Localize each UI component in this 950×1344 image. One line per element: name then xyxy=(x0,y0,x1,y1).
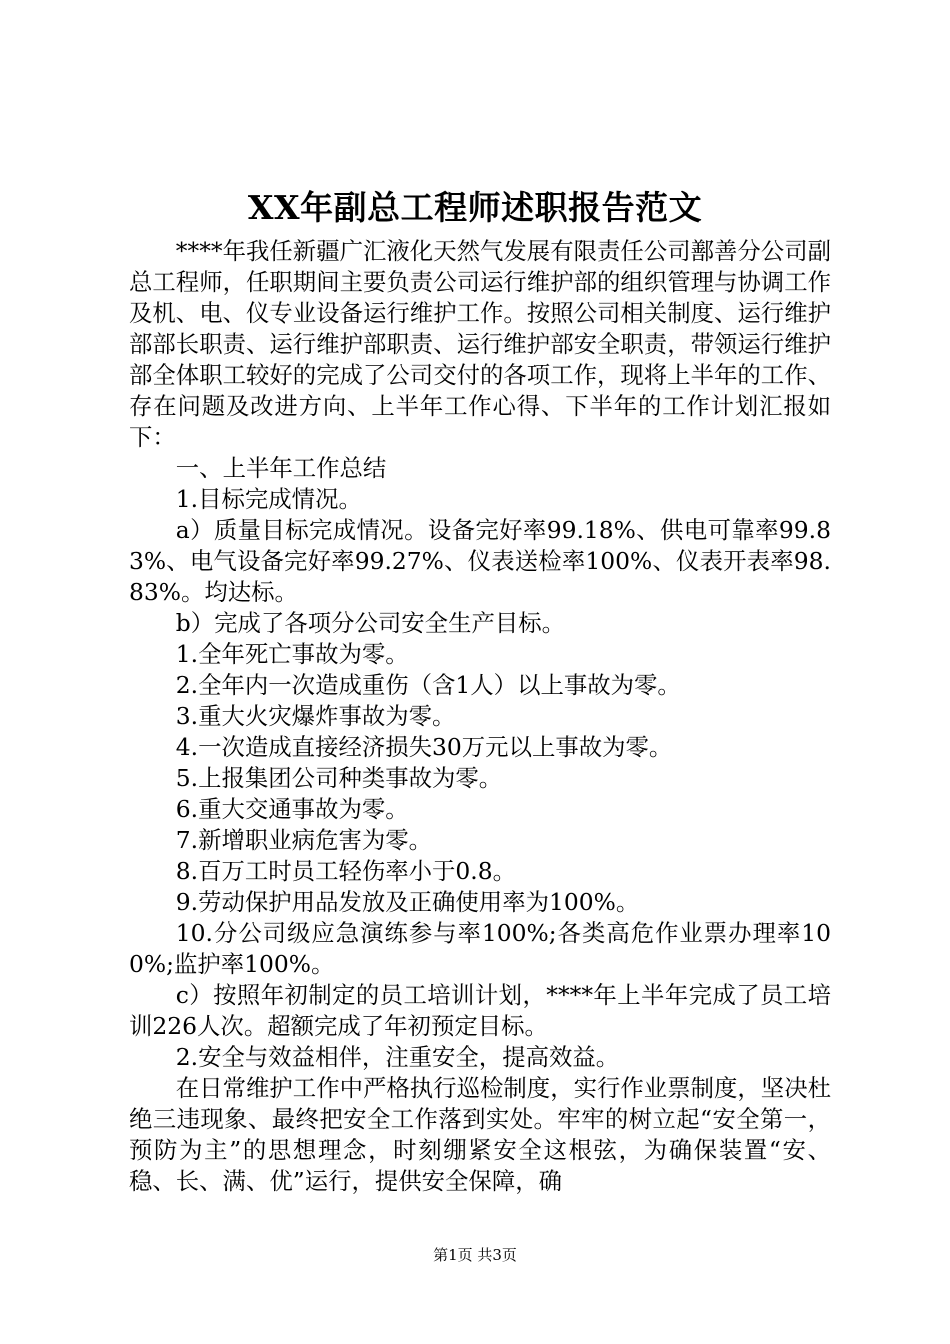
list-item: 7.新增职业病危害为零。 xyxy=(175,826,433,854)
list-item: 6.重大交通事故为零。 xyxy=(175,795,409,823)
list-item: 4.一次造成直接经济损失30万元以上事故为零。 xyxy=(175,733,673,761)
paragraph: ****年我任新疆广汇液化天然气发展有限责任公司鄯善分公司副总工程师，任职期间主要负责公司运行维护部的组织管理与协调工作及机、电、仪专业设备运行维护工作。按照公司相关制度、运行维护部部长职责、运行维护部职责、运行维护部安全职责，带领运行维护部全体职工较好的完成了公司交付的各项工作，现将上半年的工作、存在问题及改进方向、上半年工作心得、下半年的工作计划汇报如下： xyxy=(129,237,831,451)
list-item: 3.重大火灾爆炸事故为零。 xyxy=(175,702,456,730)
list-item: 2.全年内一次造成重伤（含1人）以上事故为零。 xyxy=(175,671,681,699)
document-body xyxy=(129,236,831,1197)
list-item: 8.百万工时员工轻伤率小于0.8。 xyxy=(175,857,516,885)
paragraph: b）完成了各项分公司安全生产目标。 xyxy=(175,609,566,637)
subsection-heading: 2.安全与效益相伴，注重安全，提高效益。 xyxy=(175,1043,620,1071)
section-heading: 一、上半年工作总结 xyxy=(175,454,387,482)
list-item: 9.劳动保护用品发放及正确使用率为100%。 xyxy=(175,888,640,916)
list-item: 5.上报集团公司种类事故为零。 xyxy=(175,764,503,792)
list-item: 10.分公司级应急演练参与率100%;各类高危作业票办理率100%;监护率100%。 xyxy=(129,919,831,978)
paragraph: 在日常维护工作中严格执行巡检制度，实行作业票制度，坚决杜绝三违现象、最终把安全工作落到实处。牢牢的树立起“安全第一，预防为主”的思想理念，时刻绷紧安全这根弦，为确保装置“安、稳、长、满、优”运行，提供安全保障，确 xyxy=(129,1074,831,1195)
paragraph: c）按照年初制定的员工培训计划，****年上半年完成了员工培训226人次。超额完成了年初预定目标。 xyxy=(129,981,831,1040)
list-item: 1.全年死亡事故为零。 xyxy=(175,640,409,668)
page-footer: 第1页 共3页 xyxy=(433,1246,517,1264)
paragraph: a）质量目标完成情况。设备完好率99.18%、供电可靠率99.83%、电气设备完好率99.27%、仪表送检率100%、仪表开表率98.83%。均达标。 xyxy=(129,516,831,606)
document-title: XX年副总工程师述职报告范文 xyxy=(247,188,703,227)
subsection-heading: 1.目标完成情况。 xyxy=(175,485,362,513)
